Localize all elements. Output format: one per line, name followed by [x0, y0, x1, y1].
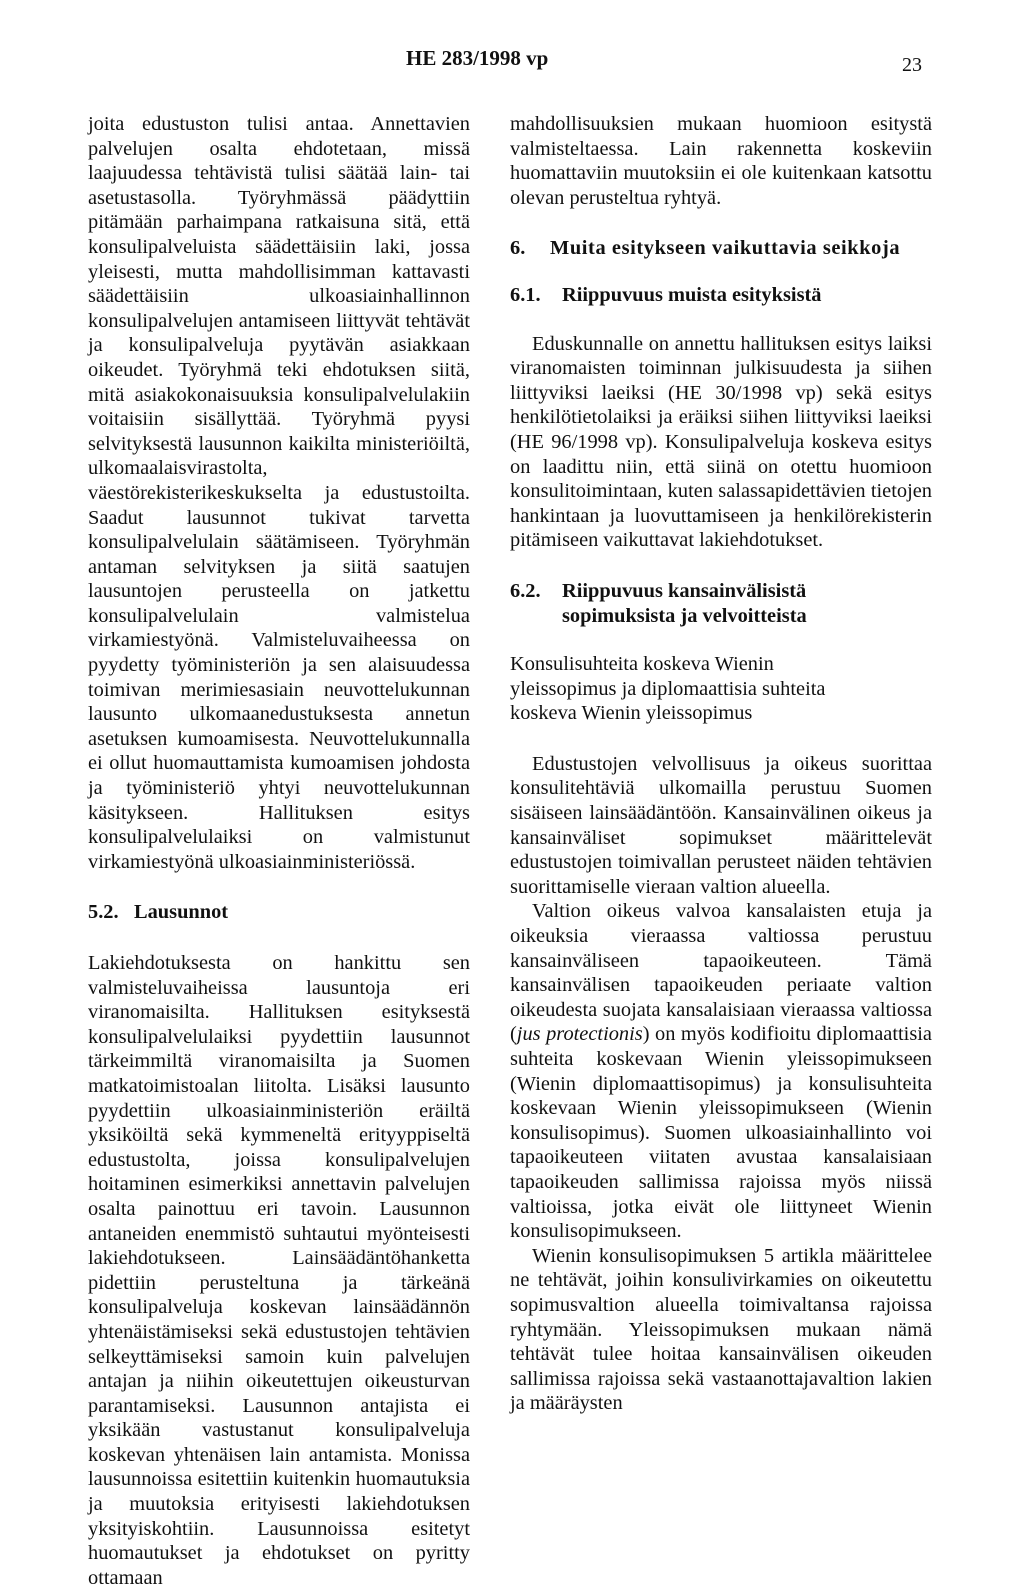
paragraph-continued: joita edustuston tulisi antaa. Annettavien palvelujen osalta ehdotetaan, missä laajuudessa tehtävistä tulisi säätää lain- tai asetustasolla. Työryhmässä päädyttiin pitämään parhaimpana ratkaisuna sitä, että konsulipalveluista säädettäisiin laki, jossa yleisesti, mutta mahdollisimman kattavasti säädettäisiin ulkoasiainhallinnon konsulipalvelujen antamiseen liittyvät tehtävät ja konsulipalveluja pyytävän asiakkaan oikeudet. Työryhmä teki ehdotuksen siitä, mitä asiakokonaisuuksia konsulipalvelulakiin voitaisiin sisällyttää. Työryhmä pyysi selvityksestä lausunnon kaikilta ministeriöiltä, ulkomaalaisvirastolta, väestörekisterikeskukselta ja edustustoilta. Saadut lausunnot tukivat tarvetta konsulipalvelulain säätämiseen. Työryhmän antaman selvityksen ja siitä saatujen lausuntojen perusteella on jatkettu konsulipalvelulain valmistelua virkamiestyönä. Valmisteluvaiheessa on pyydetty työministeriön ja sen alaisuudessa toimivan merimiesasiain neuvottelukunnan lausunto ulkomaanedustuksesta annetun asetuksen kumoamisesta. Neuvottelukunnalla ei ollut huomauttamista kumoamisen johdosta ja työministeriö yhtyi neuvottelukunnan käsitykseen. Hallituksen esitys konsulipalvelulaiksi on valmistunut virkamiestyönä ulkoasiainministeriössä. — [88, 113, 470, 873]
paragraph-b — [510, 899, 932, 1243]
subheading-vienna-conventions: Konsulisuhteita koskeva Wienin yleissopimus ja diplomaattisia suhteita koskeva Wienin yleissopimus — [510, 653, 826, 725]
paragraph-a: Edustustojen velvollisuus ja oikeus suorittaa konsulitehtäviä ulkomailla perustuu Suomen sisäiseen lainsäädäntöön. Kansainvälinen oikeus ja kansainväliset sopimukset määrittelevät edustustojen toimivallan perusteet näiden tehtävien suorittamiselle vieraan valtion alueella. — [510, 752, 932, 898]
section-heading-6-1 — [510, 283, 932, 308]
section-heading-5-2 — [88, 900, 470, 925]
paragraph-b-part-1: Valtion oikeus valvoa kansalaisten etuja ja oikeuksia vieraassa valtiossa perustuu kansainväliseen tapaoikeuteen. Tämä kansainvälisen tapaoikeuden periaate valtion oikeudesta suojata kansalaisiaan vieraassa valtiossa ( — [510, 900, 932, 1046]
paragraph-continued: mahdollisuuksien mukaan huomioon esitystä valmisteltaessa. Lain rakennetta koskeviin huomattaviin muutoksiin ei ole kuitenkaan katsottu olevan perusteltua ryhtyä. — [510, 113, 932, 209]
page-header — [0, 46, 1024, 76]
paragraph-6-1: Eduskunnalle on annettu hallituksen esitys laiksi viranomaisten toiminnan julkisuudesta ja siihen liittyviksi laeiksi (HE 30/1998 vp) sekä esitys henkilötietolaiksi ja eräiksi siihen liittyviksi laeiksi (HE 96/1998 vp). Konsulipalveluja koskeva esitys on laadittu niin, että siinä on otettu huomioon konsulitoimintaan, kuten salassapidettävien tietojen hankintaan ja luovuttamiseen ja henkilörekisterin pitämiseen vaikuttavat lakiehdotukset. — [510, 332, 932, 552]
document-id: HE 283/1998 vp — [406, 46, 549, 70]
section-number: 6. — [510, 237, 526, 260]
section-title: Lausunnot — [134, 901, 229, 924]
page-number: 23 — [902, 54, 922, 76]
section-number: 6.2. — [510, 579, 541, 602]
section-number: 6.1. — [510, 283, 541, 306]
section-title: Riippuvuus muista esityksistä — [562, 283, 822, 306]
left-column — [88, 112, 470, 1590]
paragraph-b-part-2: ) on myös kodifioitu diplomaattisia suhteita koskevaan Wienin yleissopimukseen (Wienin diplomaattisopimus) ja konsulisuhteita koskevaan Wienin yleissopimukseen (Wienin konsulisopimus). Suomen ulkoasiainhallinto voi tapaoikeuteen viitaten avustaa kansalaisiaan tapaoikeuden sallimissa rajoissa myös niissä valtioissa, jotka eivät ole liittyneet Wienin konsulisopimukseen. — [510, 1023, 932, 1243]
section-heading-6-2 — [510, 579, 932, 628]
section-title: Riippuvuus kansainvälisistä sopimuksista ja velvoitteista — [562, 579, 807, 627]
section-title: Muita esitykseen vaikuttavia seikkoja — [550, 237, 901, 260]
section-number: 5.2. — [88, 901, 119, 924]
section-heading-6 — [510, 236, 932, 261]
paragraph-c: Wienin konsulisopimuksen 5 artikla määrittelee ne tehtävät, joihin konsulivirkamies on oikeutettu sopimusvaltion alueella toimivaltansa rajoissa ryhtymään. Yleissopimuksen mukaan nämä tehtävät tulee hoitaa kansainvälisen oikeuden sallimissa rajoissa sekä vastaanottajavaltion lakien ja määräysten — [510, 1244, 932, 1415]
right-column — [510, 112, 932, 1416]
paragraph-lausunnot: Lakiehdotuksesta on hankittu sen valmisteluvaiheissa lausuntoja eri viranomaisilta. Hallituksen esityksestä konsulipalvelulaiksi pyydettiin lausunnot tärkeimmiltä viranomaisilta ja Suomen matkatoimistoalan liitolta. Lisäksi lausunto pyydettiin ulkoasiainministeriön eräiltä yksiköiltä sekä kymmeneltä erityyppiseltä edustustolta, joissa konsulipalvelujen hoitaminen esimerkiksi annettavin palvelujen osalta painottuu eri tavoin. Lausunnon antaneiden enemmistö suhtautui myönteisesti lakiehdotukseen. Lainsäädäntöhanketta pidettiin perusteltuna ja tärkeänä konsulipalveluja koskevan lainsäädännön yhtenäistämiseksi sekä edustustojen tehtävien selkeyttämiseksi samoin kuin palvelujen antajan ja niihin oikeutettujen oikeusturvan parantamiseksi. Lausunnon antajista ei yksikään vastustanut konsulipalveluja koskevan yhtenäisen lain antamista. Monissa lausunnoissa esitettiin kuitenkin huomautuksia ja muutoksia erityisesti lakiehdotuksen yksityiskohtiin. Lausunnoissa esitetyt huomautukset ja ehdotukset on pyritty ottamaan — [88, 952, 470, 1589]
jus-protectionis-term: jus protectionis — [516, 1023, 643, 1046]
